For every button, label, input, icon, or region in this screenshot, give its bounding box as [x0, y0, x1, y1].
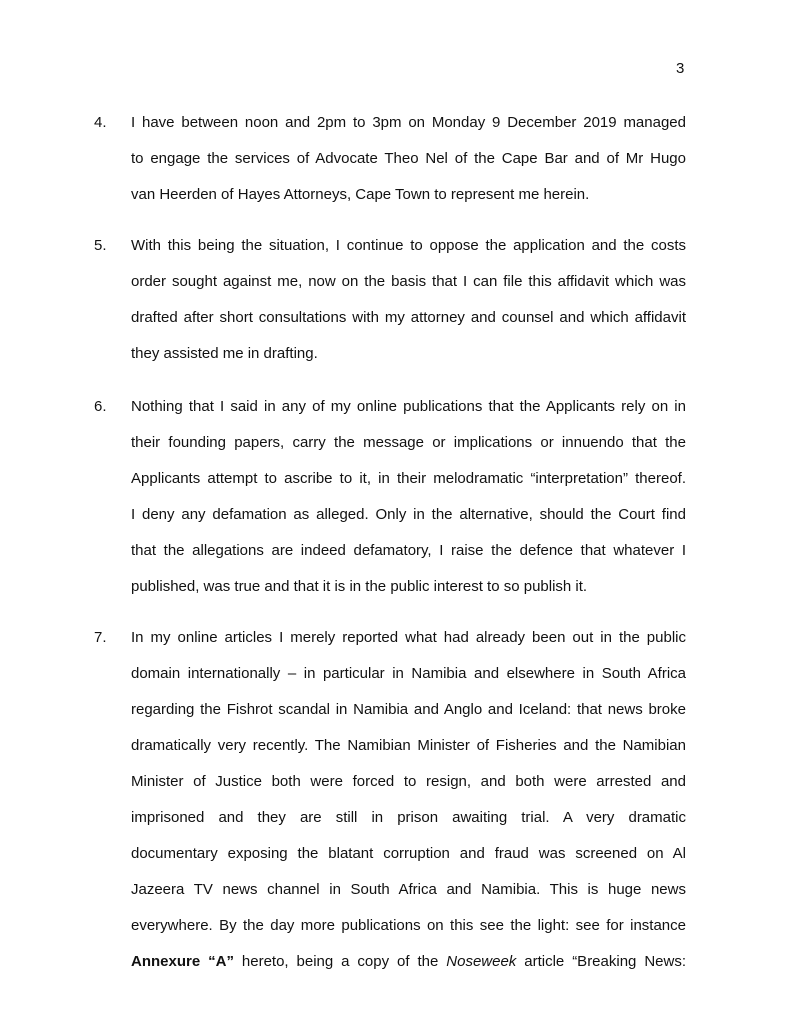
text-line: With this being the situation, I continue to oppose the application and the costs	[131, 237, 686, 254]
text-line: van Heerden of Hayes Attorneys, Cape Town to represent me herein.	[131, 186, 590, 203]
paragraph-number: 6.	[94, 398, 107, 415]
paragraph-number: 5.	[94, 237, 107, 254]
text-line: published, was true and that it is in the public interest to so publish it.	[131, 578, 588, 595]
paragraph-body	[131, 620, 686, 980]
publication-title: Noseweek	[446, 953, 517, 970]
annexure-reference: Annexure “A”	[131, 953, 234, 970]
text-line: I deny any defamation as alleged. Only in the alternative, should the Court find	[131, 506, 686, 523]
text-line: order sought against me, now on the basis that I can file this affidavit which was	[131, 273, 686, 290]
paragraph-body	[131, 105, 686, 213]
text-line: In my online articles I merely reported what had already been out in the public	[131, 629, 686, 646]
text-line: everywhere. By the day more publications on this see the light: see for instance	[131, 917, 686, 934]
text-run: hereto, being a copy of the	[233, 953, 447, 970]
text-line: domain internationally – in particular in Namibia and elsewhere in South Africa	[131, 665, 686, 682]
text-run: article “Breaking News:	[516, 953, 686, 970]
paragraph-body	[131, 389, 686, 605]
text-line	[131, 944, 686, 980]
paragraph-body	[131, 228, 686, 372]
paragraph-number: 4.	[94, 114, 107, 131]
text-line: their founding papers, carry the message or implications or innuendo that the	[131, 434, 686, 451]
text-line: Jazeera TV news channel in South Africa and Namibia. This is huge news	[131, 881, 686, 898]
text-line: documentary exposing the blatant corruption and fraud was screened on Al	[131, 845, 686, 862]
text-line: they assisted me in drafting.	[131, 345, 318, 362]
text-line: regarding the Fishrot scandal in Namibia and Anglo and Iceland: that news broke	[131, 701, 686, 718]
text-line: imprisoned and they are still in prison awaiting trial. A very dramatic	[131, 809, 686, 826]
text-line: to engage the services of Advocate Theo Nel of the Cape Bar and of Mr Hugo	[131, 150, 686, 167]
text-line: Applicants attempt to ascribe to it, in their melodramatic “interpretation” thereof.	[131, 470, 686, 487]
text-line: dramatically very recently. The Namibian Minister of Fisheries and the Namibian	[131, 737, 686, 754]
text-line: Minister of Justice both were forced to resign, and both were arrested and	[131, 773, 686, 790]
text-line: I have between noon and 2pm to 3pm on Monday 9 December 2019 managed	[131, 114, 686, 131]
text-line: Nothing that I said in any of my online publications that the Applicants rely on in	[131, 398, 686, 415]
paragraph-number: 7.	[94, 629, 107, 646]
text-line: that the allegations are indeed defamatory, I raise the defence that whatever I	[131, 542, 686, 559]
page-number: 3	[676, 60, 685, 77]
text-line: drafted after short consultations with my attorney and counsel and which affidavit	[131, 309, 686, 326]
